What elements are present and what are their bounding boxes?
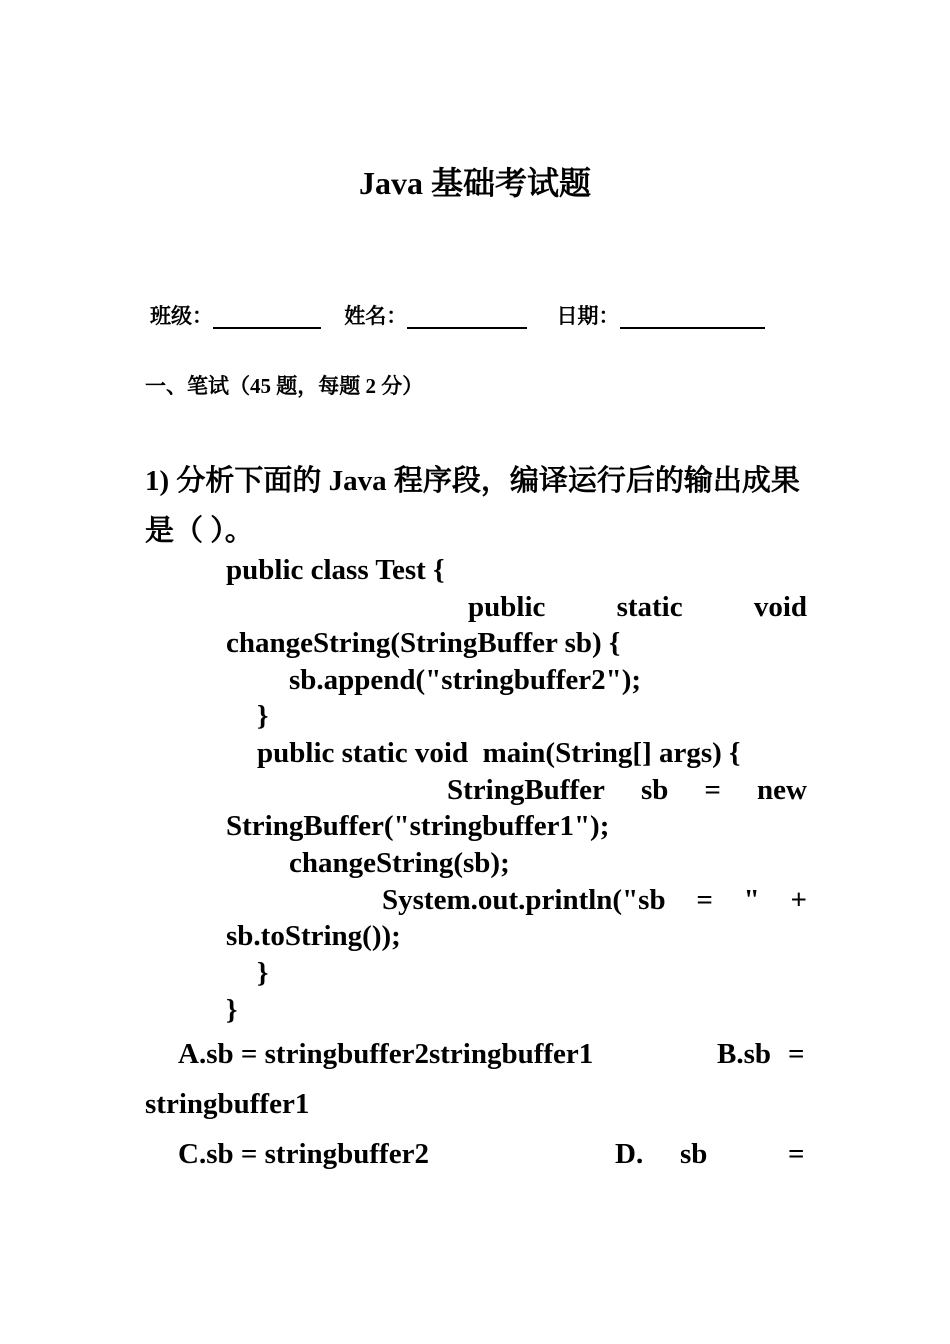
option-b-equals: = [788, 1038, 805, 1070]
name-blank[interactable] [407, 307, 527, 329]
code-line-1: public class Test { [226, 554, 445, 586]
code-line-3: changeString(StringBuffer sb) { [226, 627, 621, 659]
option-d-sb: sb [680, 1138, 708, 1170]
class-blank[interactable] [213, 307, 321, 329]
option-a: A.sb = stringbuffer2stringbuffer1 [178, 1038, 594, 1070]
code-token: void [753, 591, 807, 623]
code-line-13: } [226, 994, 238, 1026]
code-token: + [790, 884, 807, 916]
option-b: B.sb [717, 1038, 772, 1070]
section-heading: 一、笔试（45 题，每题 2 分） [145, 374, 424, 398]
student-info-row [150, 300, 765, 330]
code-line-6: public static void main(String[] args) { [257, 737, 741, 769]
question-stem: 1) 分析下面的 Java 程序段，编译运行后的输出成果是（ ）。 [145, 465, 800, 547]
code-line-2 [468, 589, 807, 625]
code-token: StringBuffer [447, 774, 605, 806]
date-label: 日期： [556, 304, 620, 328]
option-b-value: stringbuffer1 [145, 1088, 310, 1120]
date-blank[interactable] [620, 307, 765, 329]
code-token: static [616, 591, 683, 623]
code-token: new [757, 774, 807, 806]
code-token: = [704, 774, 721, 806]
code-token: = [696, 884, 713, 916]
option-d: D. [615, 1138, 644, 1170]
code-line-11: sb.toString()); [226, 920, 401, 952]
code-line-10 [382, 882, 807, 918]
code-line-5: } [257, 700, 269, 732]
class-label: 班级： [150, 304, 213, 328]
option-c: C.sb = stringbuffer2 [178, 1138, 429, 1170]
code-line-8: StringBuffer("stringbuffer1"); [226, 810, 610, 842]
code-line-12: } [257, 957, 269, 989]
code-token: System.out.println("sb [382, 884, 666, 916]
name-label: 姓名： [344, 304, 408, 328]
code-token: " [743, 884, 760, 916]
code-token: public [468, 591, 546, 623]
option-d-equals: = [788, 1138, 805, 1170]
code-line-7 [447, 772, 807, 808]
page-title: Java 基础考试题 [358, 165, 591, 201]
code-line-4: sb.append("stringbuffer2"); [289, 664, 642, 696]
code-line-9: changeString(sb); [289, 847, 510, 879]
code-token: sb [640, 774, 669, 806]
